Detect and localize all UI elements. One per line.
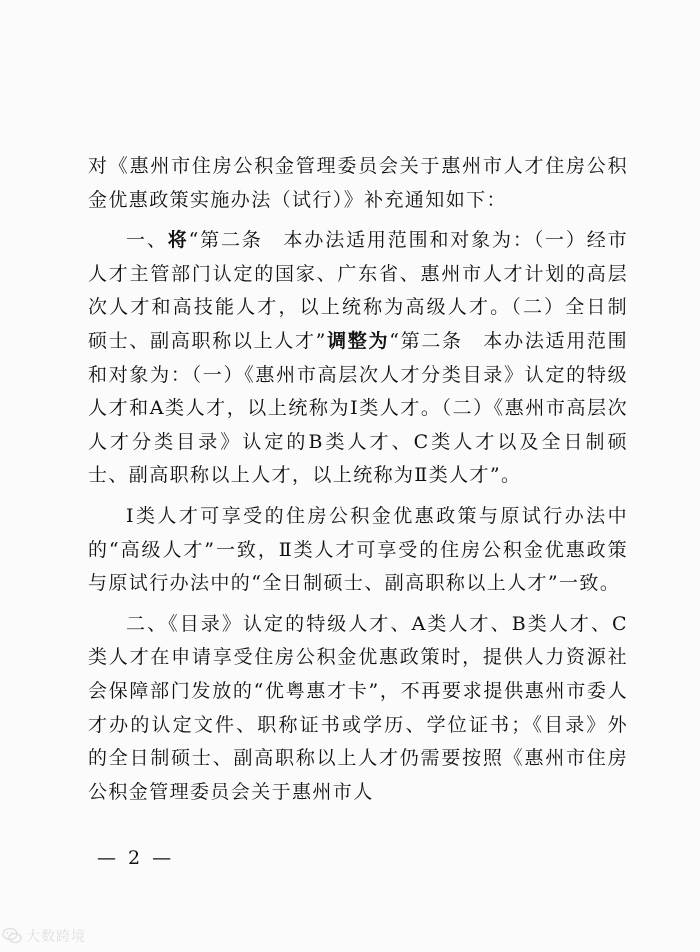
paragraph-intro-text: 对《惠州市住房公积金管理委员会关于惠州市人才住房公积金优惠政策实施办法（试行）》补充通知如下：: [88, 155, 628, 211]
category-equivalence-text: Ⅰ类人才可享受的住房公积金优惠政策与原试行办法中的“高级人才”一致，Ⅱ类人才可享受的住房公积金优惠政策与原试行办法中的“全日制硕士、副高职称以上人才”一致。: [88, 504, 628, 595]
watermark-text: 大数跨境: [26, 929, 86, 945]
watermark: [2, 926, 86, 946]
wechat-logo-icon: [2, 927, 22, 945]
paragraph-item-two: [88, 608, 628, 810]
item-one-original-clause: “第二条 本办法适用范围和对象为：（一）经市人才主管部门认定的国家、广东省、惠州市人才计划的高层次人才和高技能人才，以上统称为高级人才。（二）全日制硕士、副高职称以上人才”: [88, 229, 628, 352]
item-one-number: 一、: [126, 229, 168, 252]
item-two-text: 二、《目录》认定的特级人才、A类人才、B类人才、C类人才在申请享受住房公积金优惠政策时，提供人力资源社会保障部门发放的“优粤惠才卡”，不再要求提供惠州市委人才办的认定文件、职称证书或学历、学位证书；《目录》外的全日制硕士、副高职称以上人才仍需要按照《惠州市住房公积金管理委员会关于惠州市人: [88, 612, 628, 803]
paragraph-intro: [88, 150, 628, 217]
item-one-revised-clause: “第二条 本办法适用范围和对象为：（一）《惠州市高层次人才分类目录》认定的特级人才和A类人才，以上统称为Ⅰ类人才。（二）《惠州市高层次人才分类目录》认定的B类人才、C类人才以及全日制硕士、副高职称以上人才，以上统称为Ⅱ类人才”。: [88, 329, 629, 487]
paragraph-item-one: [88, 224, 628, 493]
item-one-keyword-adjust: 调整为: [326, 329, 390, 352]
paragraph-category-equivalence: [88, 500, 628, 601]
page-number: — 2 —: [97, 847, 175, 869]
document-body: [88, 150, 628, 809]
item-one-keyword-jiang: 将: [167, 229, 189, 252]
